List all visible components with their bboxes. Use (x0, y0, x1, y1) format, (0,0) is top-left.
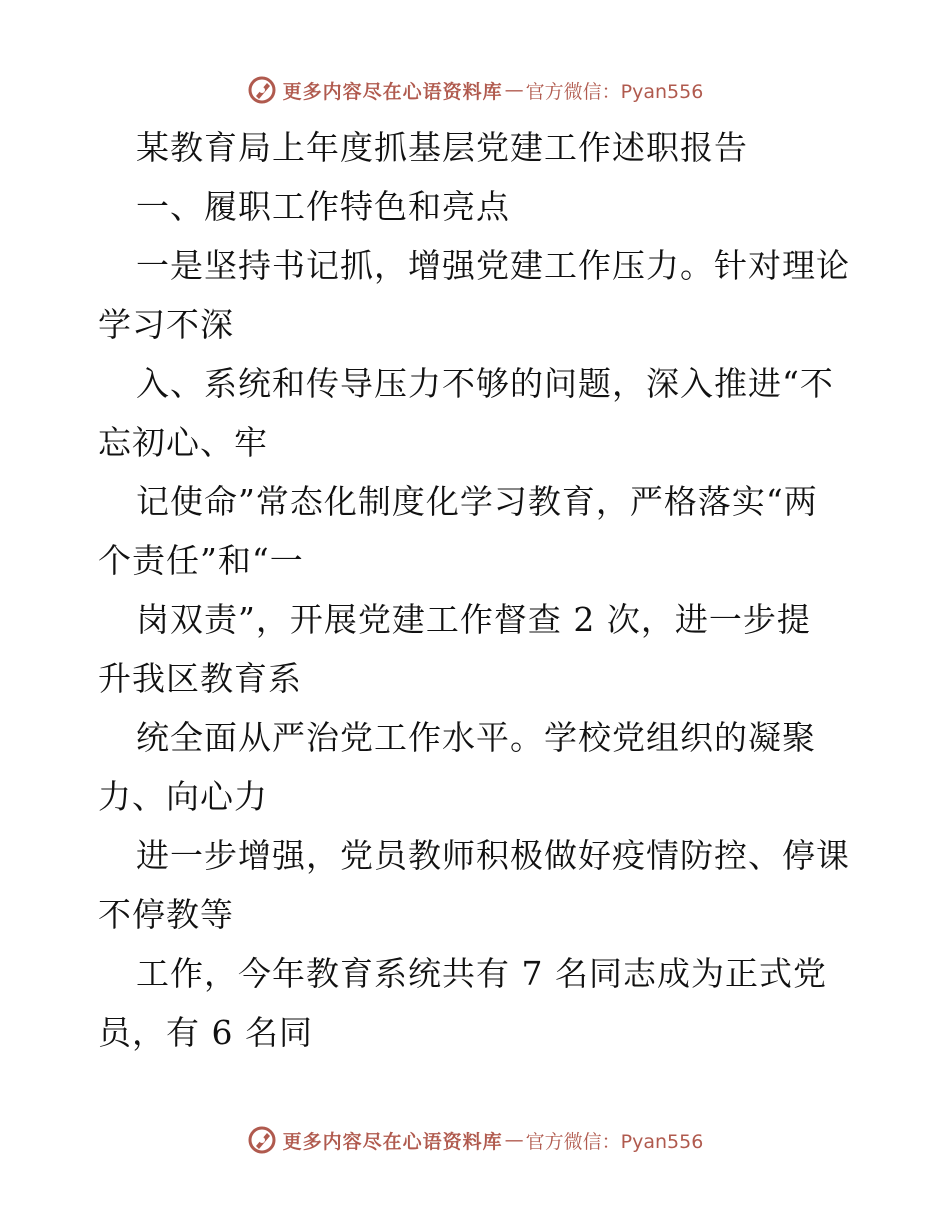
paragraph-line: 学习不深 (98, 305, 234, 344)
watermark-footer (0, 1120, 950, 1160)
paragraph-line: 统全面从严治党工作水平。学校党组织的凝聚 (136, 718, 816, 757)
watermark-dash: — (504, 1129, 524, 1151)
watermark-wechat-text: 官方微信：Pyan556 (525, 1130, 704, 1153)
paragraph-line: 员，有 6 名同 (98, 1013, 313, 1052)
paragraph-line: 记使命”常态化制度化学习教育，严格落实“两 (136, 482, 818, 521)
watermark-dash: — (504, 79, 524, 101)
paragraph-line: 忘初心、牢 (98, 423, 268, 462)
document-body (98, 118, 858, 1062)
watermark-header (0, 70, 950, 110)
watermark-wechat-text: 官方微信：Pyan556 (525, 80, 704, 103)
paragraph-line: 入、系统和传导压力不够的问题，深入推进“不 (136, 364, 834, 403)
paragraph-line: 不停教等 (98, 895, 234, 934)
paragraph-line: 升我区教育系 (98, 659, 302, 698)
watermark-site-text: 更多内容尽在心语资料库 (282, 80, 503, 103)
document-title: 某教育局上年度抓基层党建工作述职报告 (136, 128, 748, 167)
pen-logo-icon (247, 1125, 277, 1155)
section-heading: 一、履职工作特色和亮点 (136, 187, 510, 226)
paragraph-line: 力、向心力 (98, 777, 268, 816)
paragraph-line: 岗双责”，开展党建工作督查 2 次，进一步提 (136, 600, 811, 639)
paragraph-line: 个责任”和“一 (98, 541, 304, 580)
pen-logo-icon (247, 75, 277, 105)
paragraph-line: 一是坚持书记抓，增强党建工作压力。针对理论 (136, 246, 850, 285)
paragraph-line: 进一步增强，党员教师积极做好疫情防控、停课 (136, 836, 850, 875)
watermark-site-text: 更多内容尽在心语资料库 (282, 1130, 503, 1153)
paragraph-line: 工作，今年教育系统共有 7 名同志成为正式党 (136, 954, 827, 993)
